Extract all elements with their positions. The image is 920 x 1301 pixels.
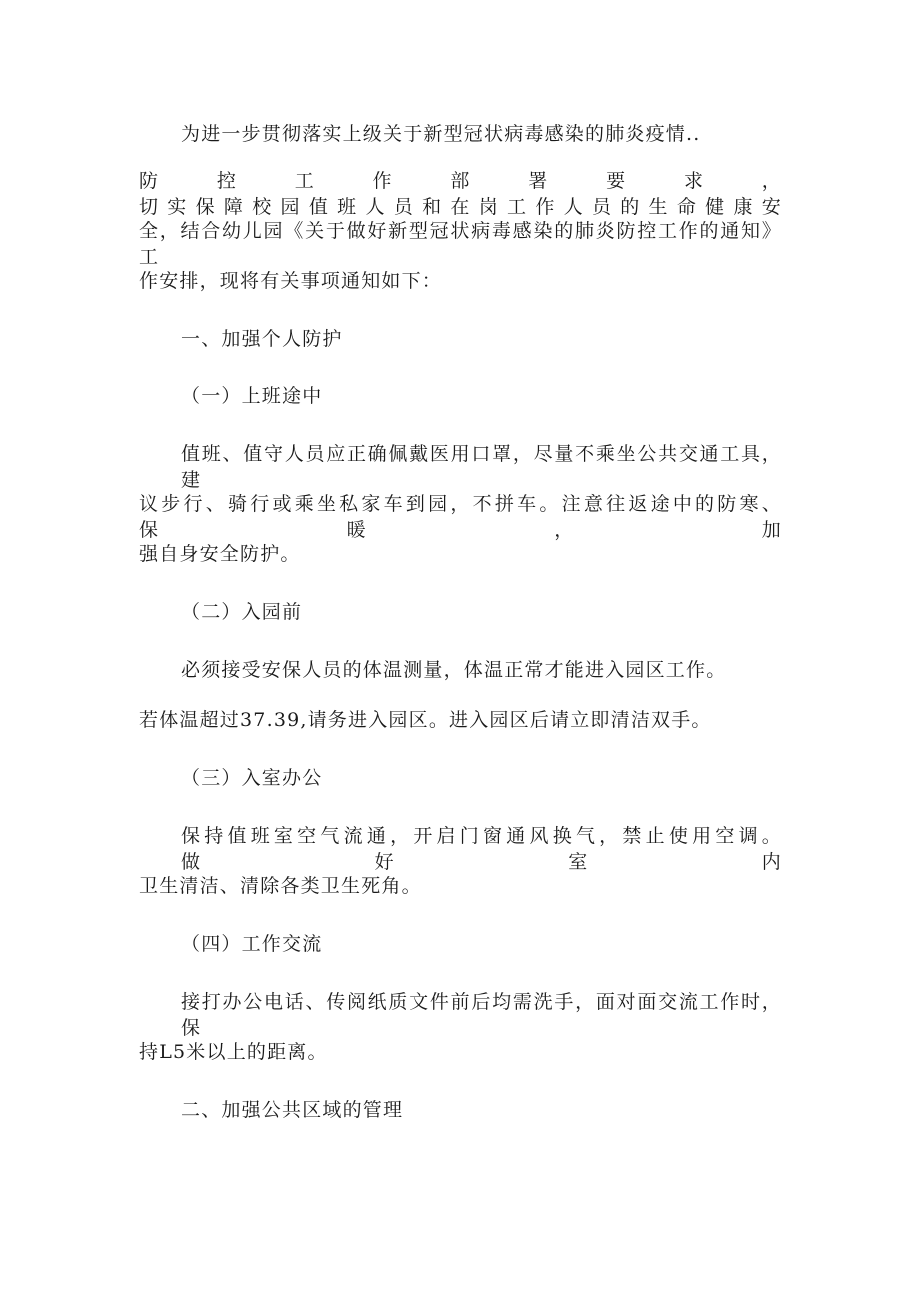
subsection-4-heading: （四）工作交流 bbox=[181, 933, 323, 955]
subsection-1-line-1: 值班、值守人员应正确佩戴医用口罩，尽量不乘坐公共交通工具，建 bbox=[181, 443, 782, 491]
subsection-4-line-2: 持L5米以上的距离。 bbox=[139, 1041, 328, 1063]
section-2-heading: 二、加强公共区域的管理 bbox=[181, 1099, 404, 1121]
subsection-2-heading: （二）入园前 bbox=[181, 601, 303, 623]
intro-line-4: 作安排，现将有关事项通知如下： bbox=[139, 270, 443, 292]
intro-line-2: 防控工作部署要求，切实保障校园值班人员和在岗工作人员的生命健康安 bbox=[139, 170, 782, 218]
subsection-2-line-1: 必须接受安保人员的体温测量，体温正常才能进入园区工作。 bbox=[181, 659, 727, 681]
subsection-1-line-2: 议步行、骑行或乘坐私家车到园，不拼车。注意往返途中的防寒、保暖，加 bbox=[139, 493, 782, 541]
section-1-heading: 一、加强个人防护 bbox=[181, 328, 343, 350]
subsection-3-heading: （三）入室办公 bbox=[181, 767, 323, 789]
subsection-1-line-3: 强自身安全防护。 bbox=[139, 543, 301, 565]
subsection-1-heading: （一）上班途中 bbox=[181, 385, 323, 407]
intro-line-3: 全，结合幼儿园《关于做好新型冠状病毒感染的肺炎防控工作的通知》工 bbox=[139, 220, 782, 268]
subsection-2-line-2: 若体温超过37.39,请务进入园区。进入园区后请立即清洁双手。 bbox=[139, 709, 712, 731]
subsection-4-line-1: 接打办公电话、传阅纸质文件前后均需洗手，面对面交流工作时，保 bbox=[181, 991, 782, 1039]
subsection-3-line-2: 卫生清洁、清除各类卫生死角。 bbox=[139, 875, 422, 897]
intro-line-1: 为进一步贯彻落实上级关于新型冠状病毒感染的肺炎疫情.. bbox=[181, 123, 701, 145]
subsection-3-line-1: 保持值班室空气流通，开启门窗通风换气，禁止使用空调。做好室内 bbox=[181, 825, 782, 873]
